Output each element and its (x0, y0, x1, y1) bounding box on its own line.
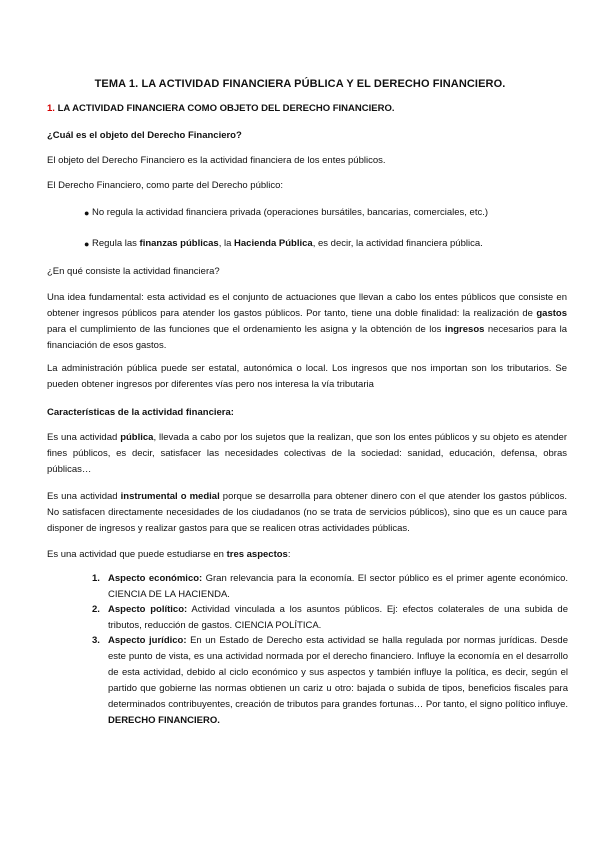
aspect-label: Aspecto económico: (108, 573, 203, 584)
bullet-text-2c: , la (218, 238, 235, 249)
bullet-text-2b: finanzas públicas (139, 238, 219, 249)
list-number: 2. (92, 604, 100, 615)
question-consiste: ¿En qué consiste la actividad financiera? (47, 266, 220, 277)
section-number: 1. (47, 103, 55, 114)
paragraph-idea-fundamental (47, 290, 567, 354)
p5-text-c: , llevada a cabo por los sujetos que la realizan, que son los entes públicos y su objeto es atender fines públicos, es decir, satisfacer las necesidades colectivas de la sociedad: sanidad, educación, defensa, obras públicas… (47, 432, 567, 475)
paragraph-publica (47, 430, 567, 478)
p3-text-gastos: gastos (536, 308, 567, 319)
list-item-aspecto-2 (92, 602, 569, 634)
p7-text-a: Es una actividad que puede estudiarse en (47, 549, 227, 560)
list-number: 3. (92, 635, 100, 646)
bullet-text-2a: Regula las (92, 238, 140, 249)
list-item-aspecto-1 (92, 571, 568, 603)
p7-text-tres-aspectos: tres aspectos (226, 549, 288, 560)
document-title: TEMA 1. LA ACTIVIDAD FINANCIERA PÚBLICA Y EL DERECHO FINANCIERO. (94, 78, 506, 90)
aspect-label: Aspecto jurídico: (108, 635, 187, 646)
bullet-text-2d: Hacienda Pública (234, 238, 313, 249)
p3-text-a: Una idea fundamental: esta actividad es el conjunto de actuaciones que llevan a cabo los entes públicos que consiste en obtener ingresos públicos para atender los gastos públicos. Por tanto, tiene una doble finalidad: la realización de (47, 292, 567, 319)
paragraph-derecho-publico: El Derecho Financiero, como parte del Derecho público: (47, 180, 284, 191)
p6-text-a: Es una actividad (47, 491, 121, 502)
aspect-text: Gran relevancia para la economía. El sector público es el primer agente económico. CIENCIA DE LA HACIENDA. (108, 573, 568, 600)
bullet-text-2e: , es decir, la actividad financiera pública. (312, 238, 483, 249)
question-objeto: ¿Cuál es el objeto del Derecho Financiero? (47, 130, 242, 141)
section-heading-text: LA ACTIVIDAD FINANCIERA COMO OBJETO DEL DERECHO FINANCIERO. (54, 103, 395, 114)
p3-text-c: para el cumplimiento de las funciones que el ordenamiento les asigna y la obtención de los (47, 324, 445, 335)
p6-text-c: porque se desarrolla para obtener dinero con el que atender los gastos públicos. No satisfacen directamente necesidades de los ciudadanos (no se trata de servicios públicos), sino que es un cauce para disponer de ingresos y realizar gastos para que se realicen otras actividades públicas. (47, 491, 568, 534)
p6-text-instrumental: instrumental o medial (120, 491, 220, 502)
p3-text-ingresos: ingresos (444, 324, 485, 335)
paragraph-administracion: La administración pública puede ser estatal, autonómica o local. Los ingresos que nos importan son los tributarios. Se pueden obtener ingresos por diferentes vías pero nos interesa la vía tributaria (47, 363, 567, 390)
paragraph-tres-aspectos (47, 547, 567, 563)
paragraph-objeto: El objeto del Derecho Financiero es la actividad financiera de los entes públicos. (47, 155, 386, 166)
list-number: 1. (92, 573, 100, 584)
caracteristicas-heading: Características de la actividad financiera: (47, 407, 234, 418)
bullet-icon: ● (84, 208, 90, 218)
bullet-icon: ● (84, 239, 90, 249)
p7-text-c: : (287, 549, 291, 560)
section-heading (47, 101, 567, 117)
aspect-text: En un Estado de Derecho esta actividad se halla regulada por normas jurídicas. Desde este punto de vista, es una actividad normada por el derecho financiero. Influye la economía en el desarrollo de esta actividad, debido al ciclo económico y sus aspectos y también influye la política, es decir, según el partido que gobierne las normas obtienen un cariz u otro: bajada o subida de tipos, beneficios fiscales para determinados contribuyentes, creación de tributos para grandes fortunas… Por tanto, el signo político influye. (108, 635, 568, 710)
p5-text-publica: pública (120, 432, 154, 443)
bullet-item-2 (84, 236, 532, 252)
paragraph-instrumental (47, 489, 567, 537)
list-item-aspecto-3 (92, 633, 568, 729)
aspect-label: Aspecto político: (108, 604, 188, 615)
p3-text-e: necesarios para la financiación de esos gastos. (47, 324, 567, 351)
p5-text-a: Es una actividad (47, 432, 121, 443)
aspect-tail: DERECHO FINANCIERO. (108, 715, 220, 726)
bullet-text-1: No regula la actividad financiera privada (operaciones bursátiles, bancarias, comerciales, etc.) (92, 207, 489, 218)
aspect-text: Actividad vinculada a los asuntos públicos. Ej: efectos colaterales de una subida de tributos, reducción de gastos. CIENCIA POLÍTICA. (108, 604, 569, 631)
bullet-item-1 (84, 205, 504, 221)
